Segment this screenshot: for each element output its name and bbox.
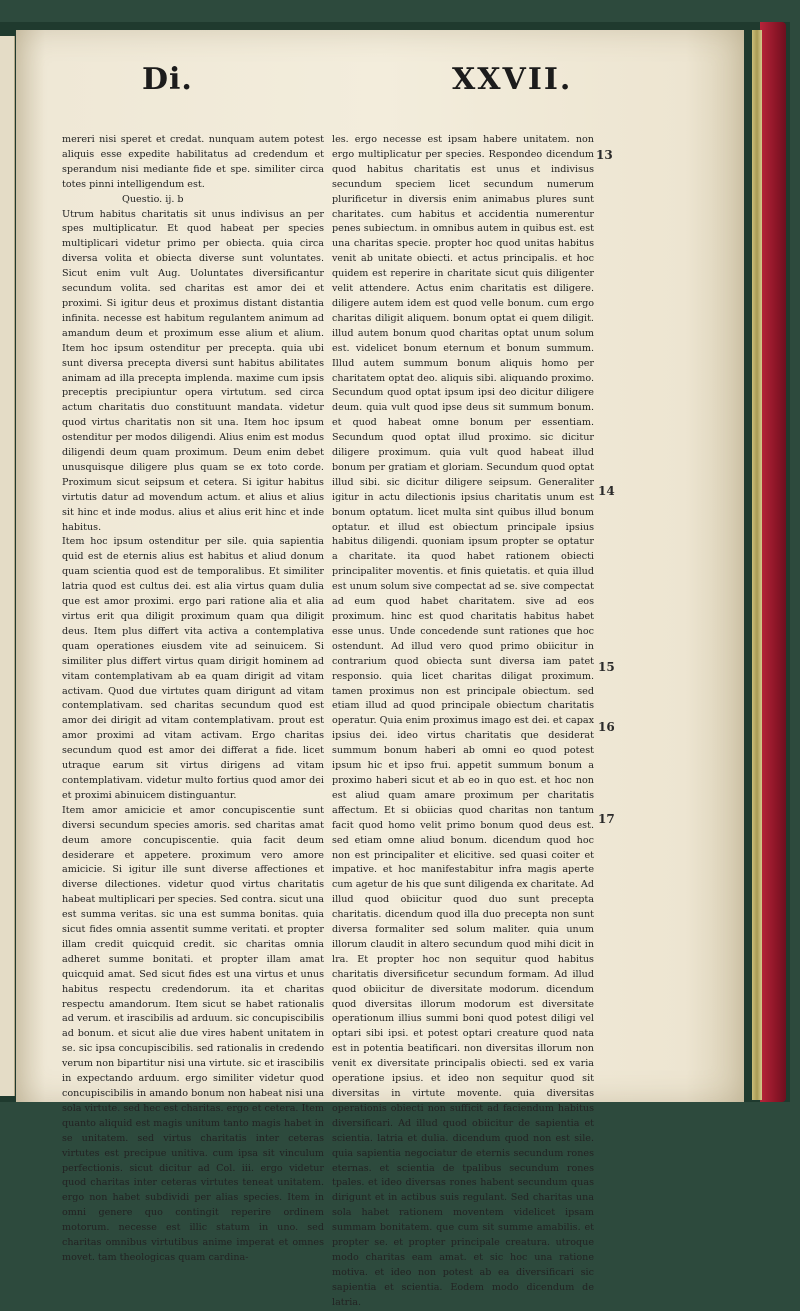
margin-number-15: 15 xyxy=(598,660,615,674)
left-text-column xyxy=(62,133,324,1263)
paragraph: Item amor amicicie et amor concupiscentie sunt diversi secundum species amoris. sed charitas amat deum amore concupiscentie. quia facit deum desiderare et appetere. proximum vero amore amicicie. Si igitur ille sunt diverse affectiones et diverse dilectiones. videtur quod virtus charitatis habeat multiplicari per species. Sed contra. sicut una est summa veritas. sic una est summa bonitas. quia sicut fides omnia assentit summe veritati. et propter illam credit quicquid credit. sic charitas omnia adheret summe bonitati. et propter illam amat quicquid amat. Sed sicut fides est una virtus et unus habitus respectu credendorum. ita et charitas respectu amandorum. Item sicut se habet rationalis ad verum. et irascibilis ad arduum. sic concupiscibilis ad bonum. et sicut alie due vires habent unitatem in se. sic ipsa concupiscibilis. sed rationalis in credendo verum non bipartitur nisi una virtute. sic et irascibilis in expectando arduum. ergo similiter videtur quod concupiscibilis in amando bonum non habeat nisi una sola virtute. sed hec est charitas. ergo et cetera. Item quanto aliquid est magis unitum tanto magis habet in se unitatem. sed virtus charitatis inter ceteras virtutes est precipue unitiva. cum ipsa sit vinculum perfectionis. sicut dicitur ad Col. iii. ergo videtur quod charitas inter ceteras virtutes teneat unitatem. ergo non habet subdividi per alias species. Item in omni genere quo contingit reperire ordinem motorum. necesse est illic statum in uno. sed charitas omnibus virtutibus anime imperat et omnes movet. tam theologicas quam cardina- xyxy=(62,804,324,1263)
previous-page-edge xyxy=(0,36,15,1096)
margin-number-16: 16 xyxy=(598,720,615,734)
page-header-folio: XXVII. xyxy=(452,62,573,97)
margin-number-13: 13 xyxy=(596,148,613,162)
margin-number-14: 14 xyxy=(598,484,615,498)
paragraph: mereri nisi speret et credat. nunquam autem potest aliquis esse expedite habilitatus ad credendum et sperandum nisi mediante fide et spe. similiter circa totes pinni intelligendum est. xyxy=(62,134,324,190)
gilt-page-edge xyxy=(752,30,762,1100)
book-cover-edge xyxy=(760,22,786,1102)
page-header-left: Di. xyxy=(142,62,193,97)
margin-number-17: 17 xyxy=(598,812,615,826)
paragraph: les. ergo necesse est ipsam habere unitatem. non ergo multiplicatur per species. Respondeo dicendum quod habitus charitatis est unus et indivisus secundum speciem licet secundum numerum plurificetur in diversis enim animabus plures sunt charitates. cum habitus et accidentia numerentur penes subiectum. in omnibus autem in quibus est. est una charitas specie. propter hoc quod unitas habitus venit ab unitate obiecti. et actus principalis. et hoc quidem est reperire in charitate sicut quis diligenter velit attendere. Actus enim charitatis est diligere. diligere autem idem est quod velle bonum. cum ergo charitas diligit aliquem. bonum optat ei quem diligit. illud autem bonum quod charitas optat unum solum est. videlicet bonum eternum et bonum summum. Illud autem summum bonum aliquis homo per charitatem optat deo. aliquis sibi. aliquando proximo. Secundum quod optat ipsum ipsi deo dicitur diligere deum. quia vult quod ipse deus sit summum bonum. et quod habeat omne bonum per essentiam. Secundum quod optat illud proximo. sic dicitur diligere proximum. quia vult quod habeat illud bonum per gratiam et gloriam. Secundum quod optat illud sibi. sic dicitur diligere seipsum. Generaliter igitur in actu dilectionis ipsius charitatis unum est bonum optatum. licet multa sint quibus illud bonum optatur. et illud est obiectum principale ipsius habitus diligendi. quoniam ipsum propter se optatur a charitate. ita quod habet rationem obiecti principaliter moventis. et finis quietatis. et quia illud est unum solum sive compectat ad se. sive compectat ad eum quod habet charitatem. sive ad eos proximum. hinc est quod charitatis habitus habet esse unus. Unde concedende sunt rationes que hoc ostendunt. Ad illud vero quod primo obiicitur in contrarium quod obiecta sunt diversa iam patet responsio. quia licet charitas diligat proximum. tamen proximus non est principale obiectum. sed etiam illud ad quod principale obiectum charitatis operatur. Quia enim proximus imago est dei. et capax ipsius dei. ideo virtus charitatis que desiderat summum bonum haberi ab omni eo quod potest ipsum hic et ipso frui. appetit summum bonum a proximo haberi sicut et ab eo in quo est. et hoc non est aliud quam amare proximum per charitatis affectum. Et si obiicias quod charitas non tantum facit quod homo velit primo bonum quod deus est. sed etiam omne aliud bonum. dicendum quod hoc non est principaliter et elicitive. sed quasi coiter et impative. et hoc manifestabitur infra magis aperte cum agetur de his que sunt diligenda ex charitate. Ad illud quod obiicitur quod duo sunt precepta charitatis. dicendum quod illa duo precepta non sunt diversa formaliter sed solum maliter. quia unum illorum claudit in altero secundum quod mihi dicit in lra. Et propter hoc non sequitur quod habitus charitatis diversificetur secundum formam. Ad illud quod obiicitur de diversitate modorum. dicendum quod diversitas illorum modorum est diversitate operationum illius summi boni quod potest diligi vel optari sibi ipsi. et potest optari creature quod nata est in potentia beatificari. non diversitas illorum non venit ex diversitate principalis obiecti. sed ex varia operatione ipsius. et ideo non sequitur quod sit diversitas in virtute movente. quia diversitas operationis obiecti non sufficit ad faciendum habitus diversificari. Ad illud quod obiicitur de sapientia et scientia. latria et dulia. dicendum quod non est sile. quia sapientia negociatur de eternis secundum rones eternas. et scientia de tpalibus secundum rones tpales. et ideo diversas rones habent secundum quas dirigunt et in actibus suis regulant. Sed charitas una sola habet rationem moventem videlicet ipsam summam bonitatem. que cum sit summe amabilis. et propter se. et propter principale creatura. utroque modo charitas eam amat. et sic hoc una ratione motiva. et ideo non potest ab ea diversificari sic sapientia et scientia. Eodem modo dicendum de latria. xyxy=(332,134,594,1308)
paragraph: Item hoc ipsum ostenditur per sile. quia sapientia quid est de eternis alius est habitus et aliud donum quam scientia quod est de temporalibus. Et similiter latria quod est cultus dei. est alia virtus quam dulia que est amor proximi. ergo pari ratione alia et alia virtus erit qua diligit proximum quam qua diligit deus. Item plus differt vita activa a contemplativa quam operationes eiusdem vite ad seinuicem. Si similiter plus differt virtus quam dirigit hominem ad vitam contemplativam ab ea quam dirigit ad vitam activam. Quod due virtutes quam dirigunt ad vitam contemplativam. sed charitas secundum quod est amor dei dirigit ad vitam contemplativam. prout est amor proximi ad vitam activam. Ergo charitas secundum quod est amor dei differat a fide. licet utraque earum sit virtus dirigens ad vitam contemplativam. videtur multo fortius quod amor dei et proximi abinuicem distinguantur. xyxy=(62,536,324,801)
quaestio-heading: Questio. ij. b xyxy=(122,193,184,205)
paragraph: Utrum habitus charitatis sit unus indivisus an per spes multiplicatur. Et quod habeat per species multiplicari videtur primo per obiecta. quia circa diversa volita et obiecta diverse sunt voluntates. Sicut enim vult Aug. Uoluntates diversificantur secundum volita. sed charitas est amor dei et proximi. Si igitur deus et proximus distant distantia infinita. necesse est habitum regulantem animum ad amandum deum et proximum esse alium et alium. Item hoc ipsum ostenditur per precepta. quia ubi sunt diversa precepta diversi sunt habitus abilitates animam ad illa precepta implenda. maxime cum ipsis preceptis precipiuntur opera virtutum. sed circa actum charitatis duo constituunt mandata. videtur quod virtus charitatis non sit una. Item hoc ipsum ostenditur per modos diligendi. Alius enim est modus diligendi deum quam proximum. Deum enim debet unusquisque diligere plus quam se ex toto corde. Proximum sicut seipsum et cetera. Si igitur habitus virtutis datur ad movendum actum. et alius et alius sit hinc et inde modus. alius et alius erit hinc et inde habitus. xyxy=(62,208,324,533)
right-text-column xyxy=(332,133,594,1308)
